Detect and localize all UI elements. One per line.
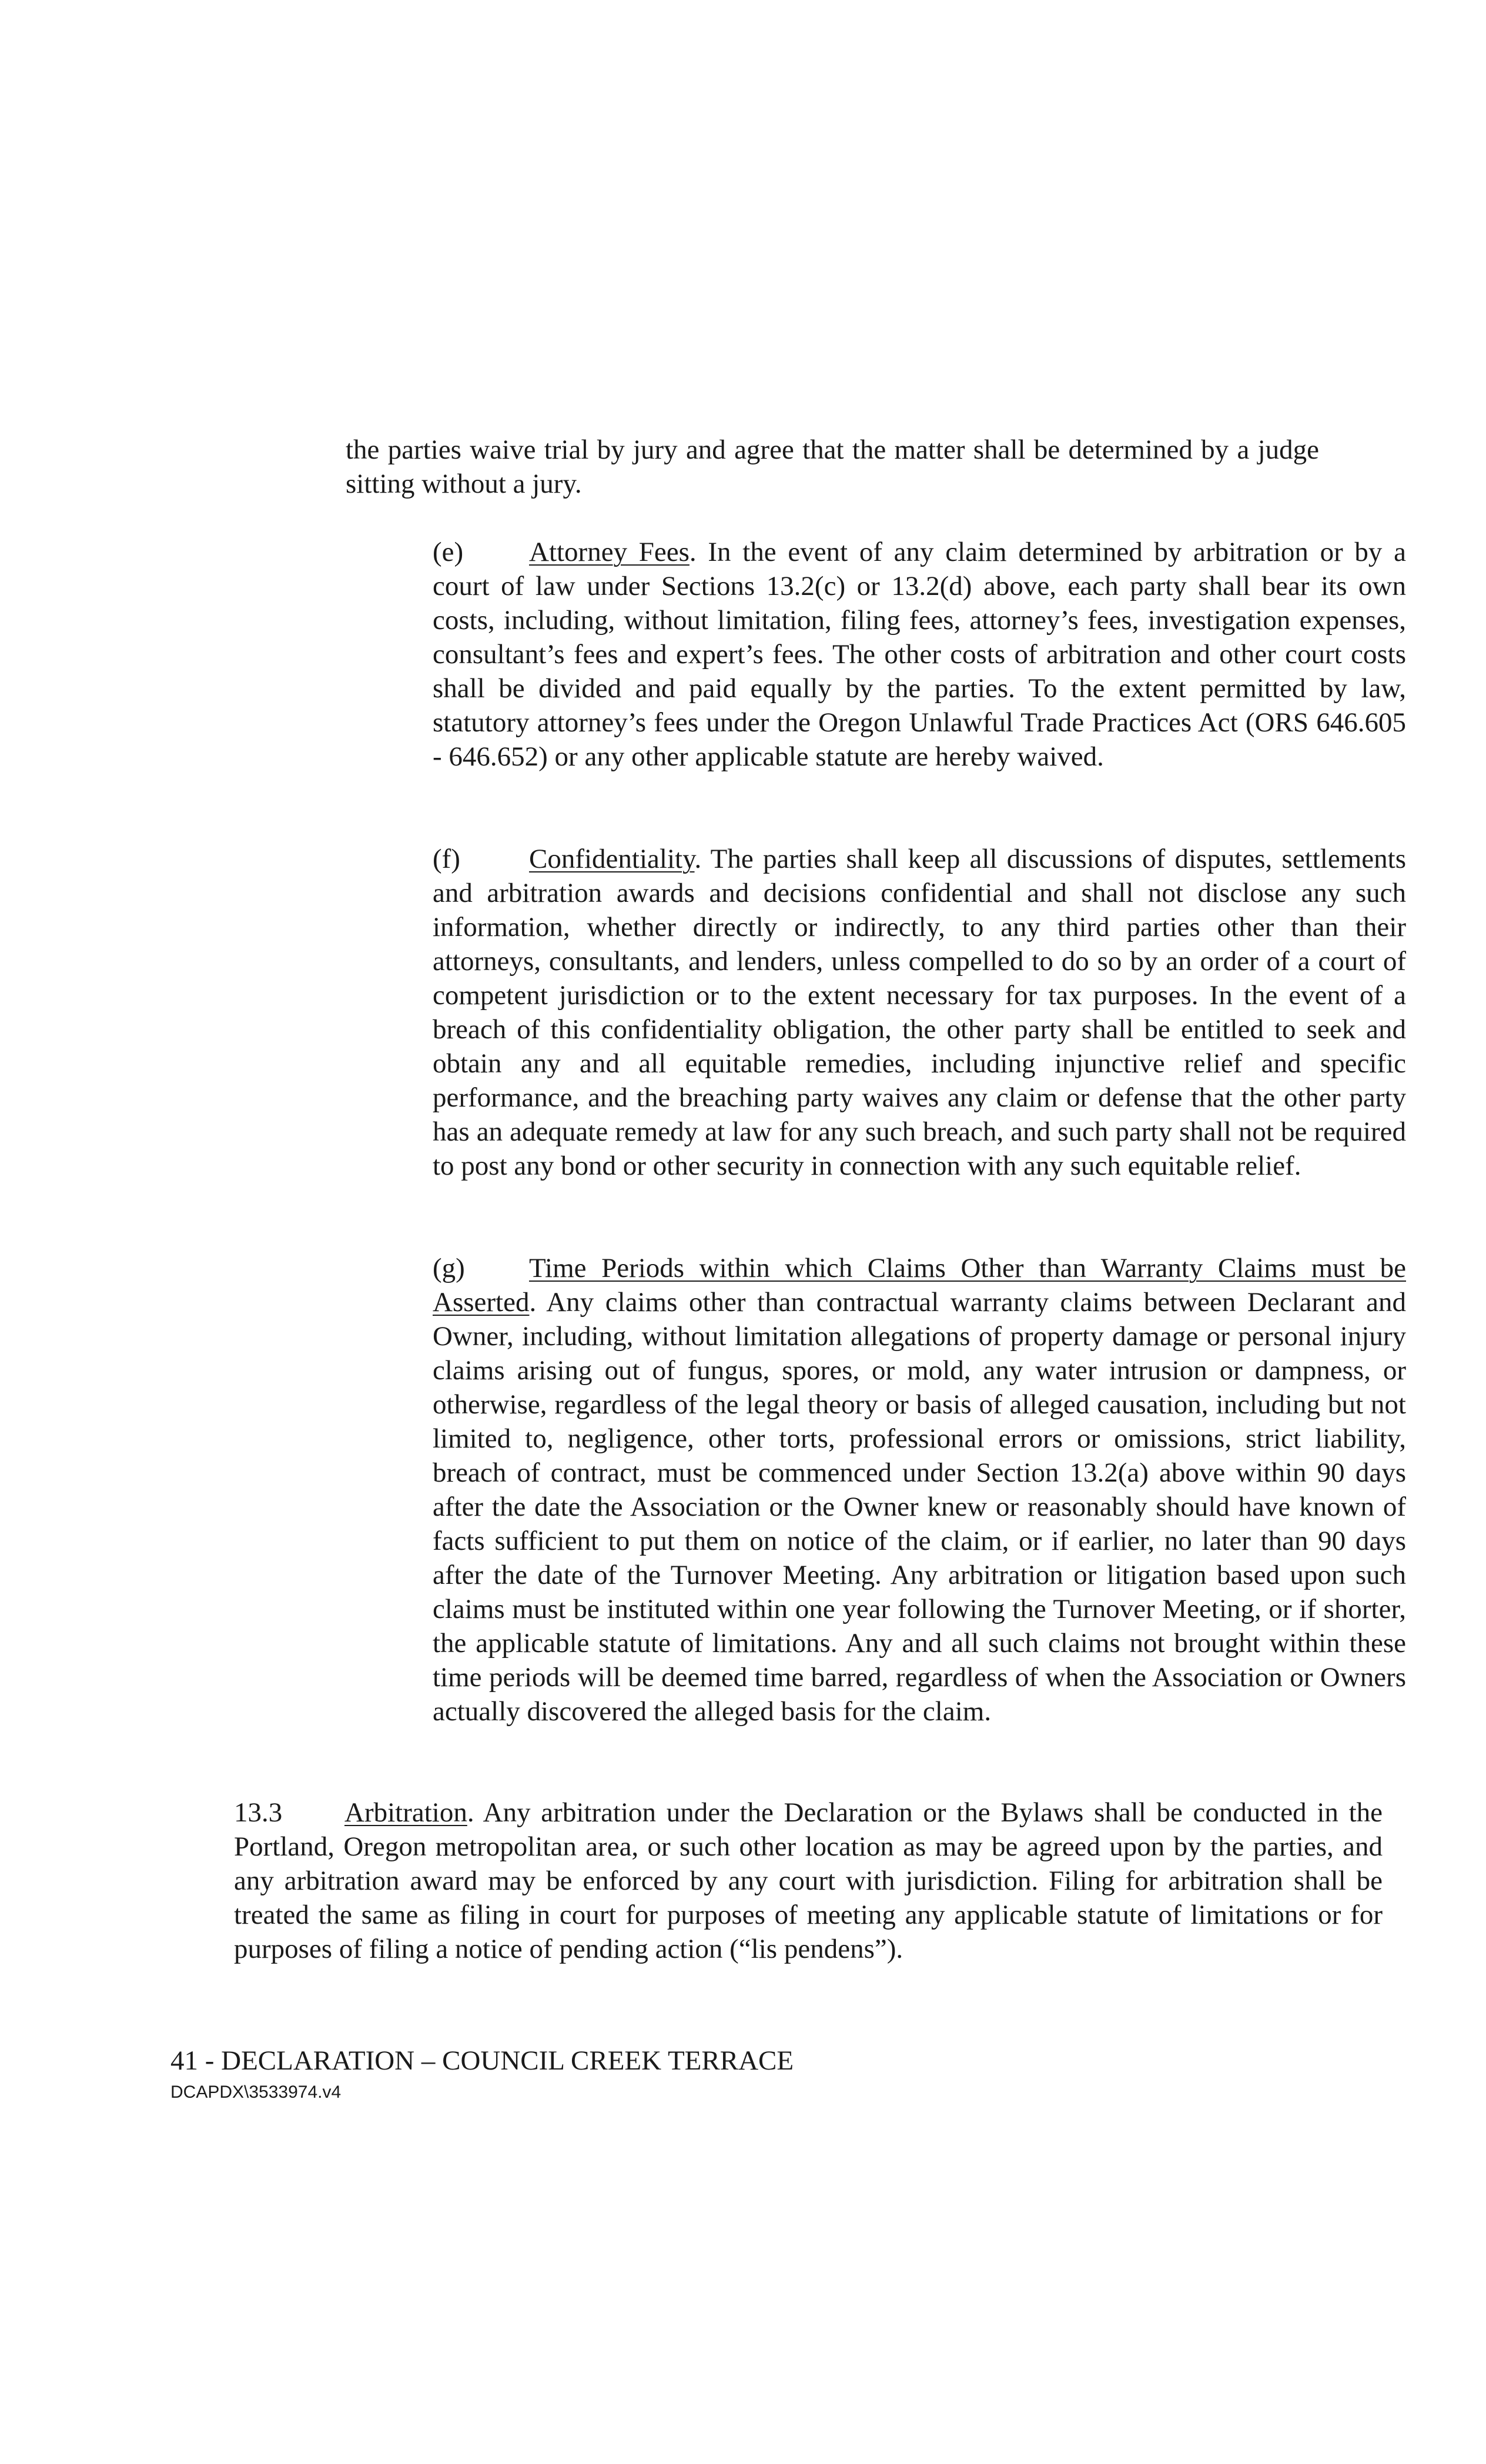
subsection-heading: Time Periods within which Claims Other than Warranty Claims must be Asserted — [433, 1253, 1406, 1318]
subsection-label: (f) — [433, 844, 460, 874]
footer-doc-code: DCAPDX\3533974.v4 — [170, 2082, 342, 2102]
section-number: 13.3 — [234, 1797, 283, 1828]
subsection-heading: Attorney Fees — [529, 537, 690, 567]
subsection-body: . In the event of any claim determined by arbitration or by a court of law under Sections 13.2(c) or 13.2(d) above, each party shall bear its own costs, including, without limitation, filing fees, attorney’s fees, investigation expenses, consultant’s fees and expert’s fees. The other costs of arbitration and other court costs shall be divided and paid equally by the parties. To the extent permitted by law, statutory attorney’s fees under the Oregon Unlawful Trade Practices Act (ORS 646.605 - 646.652) or any other applicable statute are hereby waived. — [433, 537, 1406, 772]
subsection-heading: Confidentiality — [529, 844, 695, 874]
section-13-3-arbitration — [170, 1796, 1383, 1966]
section-heading: Arbitration — [344, 1797, 467, 1828]
subsection-label: (g) — [433, 1253, 465, 1283]
continuation-paragraph: the parties waive trial by jury and agree that the matter shall be determined by a judge sitting without a jury. — [346, 434, 1319, 499]
subsection-f-confidentiality — [346, 842, 1406, 1183]
footer-title: 41 - DECLARATION – COUNCIL CREEK TERRACE — [170, 2045, 794, 2076]
subsection-body: . Any claims other than contractual warranty claims between Declarant and Owner, including, without limitation allegations of property damage or personal injury claims arising out of fungus, spores, or mold, any water intrusion or dampness, or otherwise, regardless of the legal theory or basis of alleged causation, including but not limited to, negligence, other torts, professional errors or omissions, strict liability, breach of contract, must be commenced under Section 13.2(a) above within 90 days after the date the Association or the Owner knew or reasonably should have known of facts sufficient to put them on notice of the claim, or if earlier, no later than 90 days after the date of the Turnover Meeting. Any arbitration or litigation based upon such claims must be instituted within one year following the Turnover Meeting, or if shorter, the applicable statute of limitations. Any and all such claims not brought within these time periods will be deemed time barred, regardless of when the Association or Owners actually discovered the alleged basis for the claim. — [433, 1287, 1406, 1727]
subsection-label: (e) — [433, 537, 464, 567]
subsection-g-time-periods — [346, 1251, 1406, 1729]
subsection-e-attorney-fees — [346, 535, 1406, 774]
subsection-body: . The parties shall keep all discussions of disputes, settlements and arbitration awards and decisions confidential and shall not disclose any such information, whether directly or indirectly, to any third parties other than their attorneys, consultants, and lenders, unless compelled to do so by an order of a court of competent jurisdiction or to the extent necessary for tax purposes. In the event of a breach of this confidentiality obligation, the other party shall be entitled to seek and obtain any and all equitable remedies, including injunctive relief and specific performance, and the breaching party waives any claim or defense that the other party has an adequate remedy at law for any such breach, and such party shall not be required to post any bond or other security in connection with any such equitable relief. — [433, 844, 1406, 1181]
section-body: . Any arbitration under the Declaration or the Bylaws shall be conducted in the Portland, Oregon metropolitan area, or such other location as may be agreed upon by the parties, and any arbitration award may be enforced by any court with jurisdiction. Filing for arbitration shall be treated the same as filing in court for purposes of meeting any applicable statute of limitations or for purposes of filing a notice of pending action (“lis pendens”). — [234, 1797, 1383, 1964]
